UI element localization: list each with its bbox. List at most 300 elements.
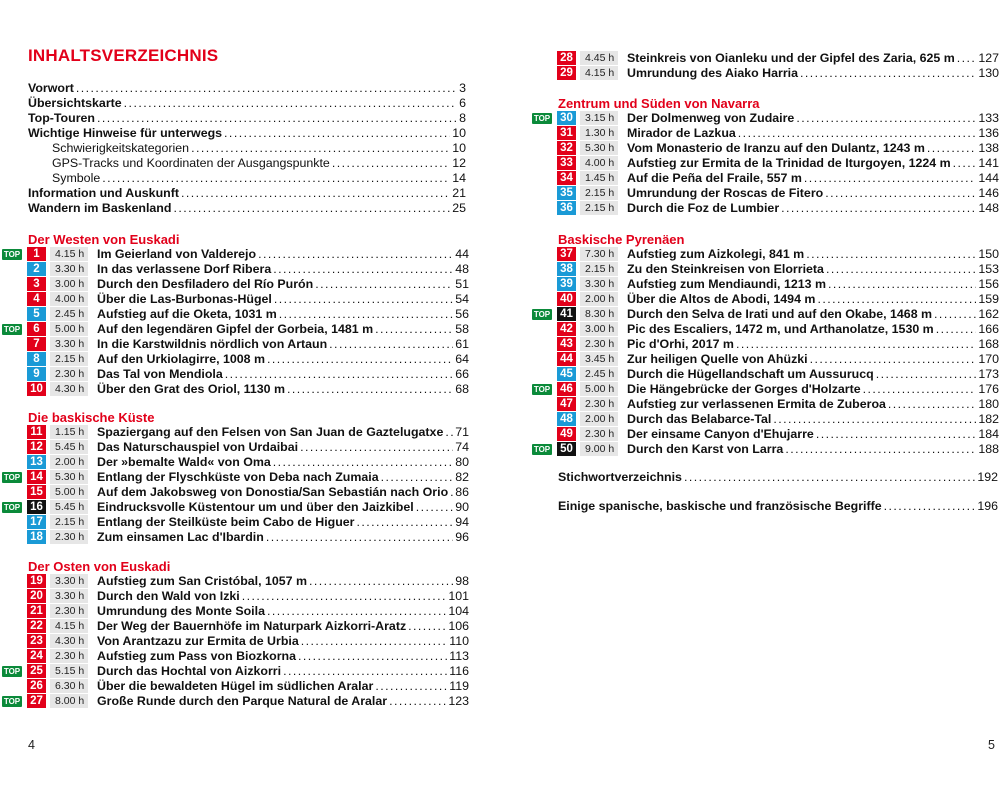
entry-page: 14 — [452, 171, 466, 185]
tour-duration: 3.00 h — [50, 277, 88, 291]
tour-number: 28 — [557, 51, 576, 65]
tour-duration: 3.30 h — [50, 574, 88, 588]
dot-leader — [273, 262, 453, 277]
entry-page: 153 — [978, 262, 999, 276]
tour-entry — [97, 425, 469, 440]
tour-entry — [627, 307, 999, 322]
entry-title: Durch die Foz de Lumbier — [627, 201, 780, 215]
tour-entry — [97, 679, 469, 694]
dot-leader — [876, 367, 977, 382]
entry-page: 48 — [455, 262, 469, 276]
entry-page: 144 — [978, 171, 999, 185]
entry-title: Durch den Selva de Irati und auf den Okabe, 1468 m — [627, 307, 933, 321]
dot-leader — [76, 81, 457, 96]
tour-entry — [97, 515, 469, 530]
entry-page: 80 — [455, 455, 469, 469]
dot-leader — [279, 307, 453, 322]
dot-leader — [97, 111, 457, 126]
tour-entry — [627, 111, 999, 126]
tour-number: 44 — [557, 352, 576, 366]
tour-duration: 1.30 h — [580, 126, 618, 140]
entry-title: Durch den Karst von Larra — [627, 442, 784, 456]
entry-title: Durch die Hügellandschaft um Aussurucq — [627, 367, 874, 381]
tour-number: 8 — [27, 352, 46, 366]
tour-number: 3 — [27, 277, 46, 291]
tour-duration: 3.00 h — [580, 322, 618, 336]
tour-duration: 3.30 h — [580, 277, 618, 291]
tour-number: 18 — [27, 530, 46, 544]
entry-title: Von Arantzazu zur Ermita de Urbia — [97, 634, 299, 648]
tour-duration: 2.30 h — [50, 649, 88, 663]
entry-title: Die Hängebrücke der Gorges d'Holzarte — [627, 382, 861, 396]
tour-number: 20 — [27, 589, 46, 603]
tour-duration: 5.45 h — [50, 440, 88, 454]
entry-page: 159 — [978, 292, 999, 306]
tour-number: 47 — [557, 397, 576, 411]
tour-duration: 5.00 h — [50, 485, 88, 499]
dot-leader — [267, 604, 446, 619]
entry-title: Entlang der Flyschküste von Deba nach Zumaia — [97, 470, 379, 484]
entry-page: 94 — [455, 515, 469, 529]
entry-page: 150 — [978, 247, 999, 261]
entry-page: 3 — [459, 81, 466, 95]
entry-title: Pic d'Orhi, 2017 m — [627, 337, 734, 351]
top-badge: TOP — [533, 385, 551, 394]
tour-duration: 4.00 h — [50, 292, 88, 306]
tour-entry — [97, 337, 469, 352]
tour-duration: 2.30 h — [580, 337, 618, 351]
tour-duration: 9.00 h — [580, 442, 618, 456]
entry-page: 10 — [452, 126, 466, 140]
top-badge: TOP — [3, 503, 21, 512]
entry-title: Schwierigkeitskategorien — [52, 141, 190, 155]
tour-duration: 5.00 h — [50, 322, 88, 336]
tour-duration: 2.15 h — [580, 186, 618, 200]
tour-entry — [627, 262, 999, 277]
entry-page: 71 — [455, 425, 469, 439]
page-number-right: 5 — [988, 738, 995, 752]
tour-number: 26 — [27, 679, 46, 693]
tour-entry — [97, 322, 469, 337]
dot-leader — [450, 485, 453, 500]
dot-leader — [738, 126, 977, 141]
tour-entry — [627, 171, 999, 186]
tour-number: 24 — [27, 649, 46, 663]
tour-entry — [627, 247, 999, 262]
tour-entry — [97, 382, 469, 397]
tour-duration: 1.45 h — [580, 171, 618, 185]
tour-duration: 5.30 h — [580, 141, 618, 155]
tour-entry — [627, 156, 999, 171]
tour-number: 21 — [27, 604, 46, 618]
entry-page: 110 — [449, 634, 469, 648]
entry-page: 184 — [978, 427, 999, 441]
tour-duration: 3.30 h — [50, 337, 88, 351]
dot-leader — [357, 515, 454, 530]
dot-leader — [828, 277, 976, 292]
entry-title: Durch das Belabarce-Tal — [627, 412, 772, 426]
tour-duration: 5.00 h — [580, 382, 618, 396]
entry-title: Vom Monasterio de Iranzu auf den Dulantz, 1243 m — [627, 141, 925, 155]
entry-title: Übersichtskarte — [28, 96, 122, 110]
dot-leader — [332, 156, 450, 171]
entry-title: Einige spanische, baskische und französische Begriffe — [558, 499, 882, 513]
tour-number: 14 — [27, 470, 46, 484]
tour-number: 29 — [557, 66, 576, 80]
dot-leader — [785, 442, 976, 457]
entry-title: Auf den Urkiolagirre, 1008 m — [97, 352, 266, 366]
front-matter-item — [52, 141, 466, 156]
top-badge: TOP — [533, 310, 551, 319]
entry-page: 66 — [455, 367, 469, 381]
dot-leader — [242, 589, 447, 604]
entry-title: Zur heiligen Quelle von Ahüzki — [627, 352, 808, 366]
dot-leader — [781, 201, 976, 216]
entry-title: In die Karstwildnis nördlich von Artaun — [97, 337, 328, 351]
tour-duration: 4.30 h — [50, 382, 88, 396]
entry-title: Aufstieg zum Aizkolegi, 841 m — [627, 247, 805, 261]
front-matter-item — [28, 186, 466, 201]
dot-leader — [445, 425, 453, 440]
tour-entry — [97, 262, 469, 277]
entry-page: 8 — [459, 111, 466, 125]
dot-leader — [863, 382, 977, 397]
tour-duration: 2.30 h — [50, 530, 88, 544]
tour-number: 11 — [27, 425, 46, 439]
dot-leader — [266, 530, 453, 545]
tour-duration: 2.15 h — [50, 352, 88, 366]
entry-page: 82 — [455, 470, 469, 484]
tour-number: 22 — [27, 619, 46, 633]
entry-page: 25 — [452, 201, 466, 215]
tour-number: 45 — [557, 367, 576, 381]
entry-title: Pic des Escaliers, 1472 m, und Arthanolatze, 1530 m — [627, 322, 934, 336]
dot-leader — [825, 186, 976, 201]
entry-title: Aufstieg zum Mendiaundi, 1213 m — [627, 277, 826, 291]
tour-number: 36 — [557, 201, 576, 215]
entry-title: Spaziergang auf den Felsen von San Juan de Gaztelugatxe — [97, 425, 444, 439]
page-number-left: 4 — [28, 738, 35, 752]
front-matter-item — [28, 201, 466, 216]
tour-number: 32 — [557, 141, 576, 155]
tour-duration: 2.00 h — [50, 455, 88, 469]
entry-page: 12 — [452, 156, 466, 170]
dot-leader — [810, 352, 977, 367]
back-matter-item — [558, 470, 998, 485]
tour-entry — [97, 470, 469, 485]
dot-leader — [315, 277, 453, 292]
entry-page: 166 — [978, 322, 999, 336]
tour-entry — [627, 427, 999, 442]
entry-page: 127 — [978, 51, 999, 65]
dot-leader — [936, 322, 977, 337]
entry-title: Durch den Desfiladero del Río Purón — [97, 277, 314, 291]
tour-number: 38 — [557, 262, 576, 276]
tour-number: 25 — [27, 664, 46, 678]
entry-page: 86 — [455, 485, 469, 499]
entry-page: 74 — [455, 440, 469, 454]
entry-title: Wichtige Hinweise für unterwegs — [28, 126, 223, 140]
entry-title: Über die bewaldeten Hügel im südlichen Aralar — [97, 679, 374, 693]
tour-number: 49 — [557, 427, 576, 441]
tour-duration: 3.15 h — [580, 111, 618, 125]
tour-number: 5 — [27, 307, 46, 321]
tour-entry — [97, 530, 469, 545]
tour-number: 46 — [557, 382, 576, 396]
entry-page: 21 — [452, 186, 466, 200]
tour-duration: 2.00 h — [580, 292, 618, 306]
tour-entry — [97, 485, 469, 500]
entry-title: Über die Altos de Abodi, 1494 m — [627, 292, 816, 306]
dot-leader — [124, 96, 457, 111]
dot-leader — [957, 51, 977, 66]
tour-entry — [97, 440, 469, 455]
entry-page: 188 — [978, 442, 999, 456]
entry-title: In das verlassene Dorf Ribera — [97, 262, 272, 276]
entry-page: 116 — [449, 664, 469, 678]
entry-page: 170 — [978, 352, 999, 366]
tour-duration: 2.30 h — [50, 367, 88, 381]
tour-number: 6 — [27, 322, 46, 336]
entry-page: 61 — [455, 337, 469, 351]
entry-title: Auf die Peña del Fraile, 557 m — [627, 171, 802, 185]
tour-number: 39 — [557, 277, 576, 291]
tour-duration: 5.15 h — [50, 664, 88, 678]
entry-page: 58 — [455, 322, 469, 336]
entry-page: 101 — [448, 589, 469, 603]
entry-title: Der Weg der Bauernhöfe im Naturpark Aizkorri-Aratz — [97, 619, 407, 633]
top-badge: TOP — [3, 697, 21, 706]
entry-page: 104 — [448, 604, 469, 618]
tour-entry — [97, 589, 469, 604]
tour-duration: 2.00 h — [580, 412, 618, 426]
tour-number: 9 — [27, 367, 46, 381]
tour-duration: 3.30 h — [50, 262, 88, 276]
tour-entry — [627, 201, 999, 216]
tour-number: 33 — [557, 156, 576, 170]
dot-leader — [300, 440, 453, 455]
entry-page: 180 — [978, 397, 999, 411]
tour-number: 19 — [27, 574, 46, 588]
entry-page: 148 — [978, 201, 999, 215]
tour-duration: 8.00 h — [50, 694, 88, 708]
dot-leader — [181, 186, 450, 201]
tour-entry — [97, 247, 469, 262]
tour-entry — [97, 649, 469, 664]
entry-title: GPS-Tracks und Koordinaten der Ausgangspunkte — [52, 156, 330, 170]
tour-duration: 2.15 h — [580, 201, 618, 215]
dot-leader — [817, 292, 976, 307]
dot-leader — [258, 247, 453, 262]
dot-leader — [416, 500, 453, 515]
dot-leader — [773, 412, 976, 427]
tour-entry — [627, 277, 999, 292]
front-matter-item — [28, 126, 466, 141]
section-heading: Der Osten von Euskadi — [28, 559, 171, 574]
dot-leader — [309, 574, 453, 589]
entry-title: Durch den Wald von Izki — [97, 589, 240, 603]
tour-entry — [97, 604, 469, 619]
entry-title: Aufstieg zum Pass von Biozkorna — [97, 649, 296, 663]
tour-number: 16 — [27, 500, 46, 514]
entry-page: 113 — [449, 649, 469, 663]
tour-entry — [627, 412, 999, 427]
section-heading: Die baskische Küste — [28, 410, 155, 425]
page-title: INHALTSVERZEICHNIS — [28, 46, 219, 65]
front-matter-item — [28, 81, 466, 96]
tour-number: 4 — [27, 292, 46, 306]
tour-duration: 2.45 h — [50, 307, 88, 321]
tour-number: 50 — [557, 442, 576, 456]
dot-leader — [806, 247, 976, 262]
tour-number: 31 — [557, 126, 576, 140]
tour-duration: 4.15 h — [50, 619, 88, 633]
entry-page: 64 — [455, 352, 469, 366]
tour-entry — [97, 574, 469, 589]
top-badge: TOP — [533, 114, 551, 123]
dot-leader — [927, 141, 976, 156]
dot-leader — [267, 352, 453, 367]
tour-entry — [97, 307, 469, 322]
entry-page: 123 — [448, 694, 469, 708]
tour-duration: 2.30 h — [50, 604, 88, 618]
tour-number: 35 — [557, 186, 576, 200]
dot-leader — [173, 201, 450, 216]
tour-entry — [627, 382, 999, 397]
entry-title: Steinkreis von Oianleku und der Gipfel des Zaria, 625 m — [627, 51, 955, 65]
tour-duration: 2.30 h — [580, 397, 618, 411]
entry-page: 98 — [455, 574, 469, 588]
tour-entry — [97, 367, 469, 382]
tour-entry — [627, 337, 999, 352]
entry-title: Vorwort — [28, 81, 74, 95]
tour-duration: 2.30 h — [580, 427, 618, 441]
entry-page: 51 — [455, 277, 469, 291]
dot-leader — [389, 694, 446, 709]
front-matter-item — [28, 111, 466, 126]
tour-number: 37 — [557, 247, 576, 261]
tour-entry — [627, 292, 999, 307]
tour-entry — [627, 51, 999, 66]
entry-page: 96 — [455, 530, 469, 544]
tour-duration: 8.30 h — [580, 307, 618, 321]
tour-number: 15 — [27, 485, 46, 499]
tour-entry — [97, 619, 469, 634]
top-badge: TOP — [3, 250, 21, 259]
dot-leader — [375, 322, 453, 337]
entry-page: 173 — [978, 367, 999, 381]
entry-title: Information und Auskunft — [28, 186, 179, 200]
entry-title: Mirador de Lazkua — [627, 126, 736, 140]
entry-title: Im Geierland von Valderejo — [97, 247, 257, 261]
entry-title: Das Tal von Mendiola — [97, 367, 223, 381]
front-matter-item — [52, 171, 466, 186]
top-badge: TOP — [533, 445, 551, 454]
entry-page: 146 — [978, 186, 999, 200]
top-badge: TOP — [3, 667, 21, 676]
entry-title: Zum einsamen Lac d'Ibardin — [97, 530, 264, 544]
dot-leader — [283, 664, 447, 679]
front-matter-item — [52, 156, 466, 171]
tour-duration: 2.45 h — [580, 367, 618, 381]
entry-page: 133 — [978, 111, 999, 125]
tour-entry — [97, 277, 469, 292]
entry-title: Auf dem Jakobsweg von Donostia/San Sebastián nach Orio — [97, 485, 449, 499]
entry-page: 68 — [455, 382, 469, 396]
tour-duration: 4.15 h — [50, 247, 88, 261]
tour-entry — [97, 352, 469, 367]
entry-title: Umrundung der Roscas de Fitero — [627, 186, 824, 200]
section-heading: Baskische Pyrenäen — [558, 232, 685, 247]
dot-leader — [274, 292, 453, 307]
tour-number: 30 — [557, 111, 576, 125]
entry-page: 56 — [455, 307, 469, 321]
dot-leader — [375, 679, 447, 694]
dot-leader — [408, 619, 446, 634]
dot-leader — [884, 499, 976, 514]
dot-leader — [287, 382, 453, 397]
dot-leader — [224, 126, 450, 141]
dot-leader — [381, 470, 454, 485]
tour-number: 17 — [27, 515, 46, 529]
dot-leader — [736, 337, 976, 352]
tour-entry — [627, 442, 999, 457]
entry-title: Auf den legendären Gipfel der Gorbeia, 1481 m — [97, 322, 374, 336]
entry-title: Das Naturschauspiel von Urdaibai — [97, 440, 299, 454]
entry-title: Aufstieg auf die Oketa, 1031 m — [97, 307, 277, 321]
dot-leader — [191, 141, 450, 156]
tour-duration: 3.30 h — [50, 589, 88, 603]
tour-entry — [627, 322, 999, 337]
tour-duration: 4.45 h — [580, 51, 618, 65]
tour-number: 41 — [557, 307, 576, 321]
entry-page: 138 — [978, 141, 999, 155]
entry-page: 10 — [452, 141, 466, 155]
tour-number: 34 — [557, 171, 576, 185]
dot-leader — [102, 171, 450, 186]
entry-page: 106 — [448, 619, 469, 633]
tour-duration: 6.30 h — [50, 679, 88, 693]
tour-number: 23 — [27, 634, 46, 648]
entry-page: 54 — [455, 292, 469, 306]
entry-title: Aufstieg zur verlassenen Ermita de Zuberoa — [627, 397, 886, 411]
entry-page: 168 — [978, 337, 999, 351]
tour-entry — [627, 352, 999, 367]
tour-number: 12 — [27, 440, 46, 454]
entry-title: Aufstieg zur Ermita de la Trinidad de Iturgoyen, 1224 m — [627, 156, 951, 170]
tour-number: 1 — [27, 247, 46, 261]
entry-page: 162 — [978, 307, 999, 321]
tour-number: 42 — [557, 322, 576, 336]
entry-title: Umrundung des Monte Soila — [97, 604, 265, 618]
entry-page: 136 — [978, 126, 999, 140]
tour-duration: 7.30 h — [580, 247, 618, 261]
tour-entry — [627, 141, 999, 156]
entry-page: 90 — [455, 500, 469, 514]
entry-title: Zu den Steinkreisen von Elorrieta — [627, 262, 824, 276]
dot-leader — [888, 397, 976, 412]
tour-entry — [97, 634, 469, 649]
entry-title: Eindrucksvolle Küstentour um und über den Jaizkibel — [97, 500, 414, 514]
dot-leader — [301, 634, 448, 649]
tour-duration: 5.45 h — [50, 500, 88, 514]
tour-duration: 3.45 h — [580, 352, 618, 366]
tour-entry — [627, 397, 999, 412]
dot-leader — [225, 367, 453, 382]
entry-title: Entlang der Steilküste beim Cabo de Higuer — [97, 515, 355, 529]
tour-number: 48 — [557, 412, 576, 426]
front-matter-item — [28, 96, 466, 111]
